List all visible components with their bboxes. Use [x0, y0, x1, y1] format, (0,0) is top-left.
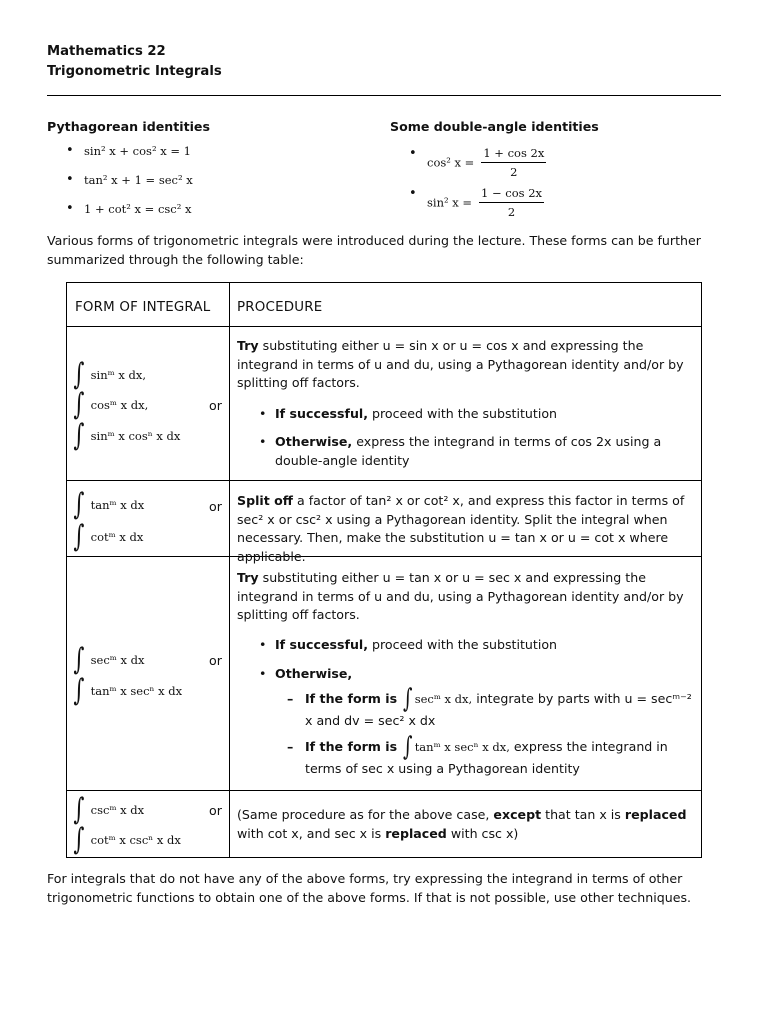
integral-sign: ∫ [73, 418, 85, 453]
row-divider [67, 326, 701, 327]
or-label: or [209, 803, 222, 818]
sub-item: – If the form is ∫ tanᵐ x secⁿ x dx, express the integrand in terms of sec x using a Pythagorean identity [285, 736, 695, 780]
integral-form: ∫ tanᵐ x secⁿ x dx [73, 673, 183, 708]
double-angle-list [409, 146, 546, 226]
intro-paragraph: Various forms of trigonometric integrals were introduced during the lecture. These forms can be further summarized through the following table: [47, 233, 701, 267]
integral-sign: ∫ [73, 387, 85, 422]
integral-form: ∫ secᵐ x dx [73, 642, 145, 677]
procedure-cell: Try substituting either u = sin x or u = cos x and expressing the integrand in terms of u and du, using a Pythagorean identity and/or by splitting off factors. • If successful, proceed with the substitution • Otherwise, express the integrand in terms of cos 2x using a double-angle identity [237, 337, 695, 470]
or-label: or [209, 398, 222, 413]
fraction: $\frac{1 - \cos 2x}{2}$ [481, 186, 543, 219]
header-rule [47, 95, 721, 96]
integral-form: ∫ cotᵐ x cscⁿ x dx [73, 822, 181, 857]
integral-sign: ∫ [73, 642, 85, 677]
pythagorean-list [66, 142, 193, 229]
topic-title: Trigonometric Integrals [47, 64, 222, 79]
document-header [47, 42, 222, 82]
outro-paragraph: For integrals that do not have any of the above forms, try expressing the integrand in terms of other trigonometric functions to obtain one of the above forms. If that is not possible, use other techniques. [47, 871, 692, 905]
course-title: Mathematics 22 [47, 44, 166, 59]
integral-form: ∫ sinᵐ x dx, [73, 357, 146, 392]
form-column-header: FORM OF INTEGRAL [75, 300, 211, 315]
integral-sign: ∫ [403, 732, 413, 762]
integral-sign: ∫ [73, 792, 85, 827]
integral-form: ∫ tanᵐ x dx [73, 487, 145, 522]
sub-item: – If the form is ∫ secᵐ x dx, integrate by parts with u = secᵐ⁻² x and dv = sec² x dx [285, 688, 695, 732]
integral-sign: ∫ [73, 357, 85, 392]
integral-form: ∫ cscᵐ x dx [73, 792, 145, 827]
integral-sign: ∫ [73, 487, 85, 522]
column-divider [229, 283, 230, 857]
pythagorean-heading: Pythagorean identities [47, 119, 210, 134]
double-angle-identity: • sin² x = $\frac{1 - \cos 2x}{2}$ [409, 186, 546, 226]
bullet-item: • If successful, proceed with the substitution [257, 636, 695, 655]
integral-sign: ∫ [73, 673, 85, 708]
row-divider [67, 790, 701, 791]
double-angle-identity: • cos² x = $\frac{1 + \cos 2x}{2}$ [409, 146, 546, 186]
or-label: or [209, 653, 222, 668]
bullet-item: • If successful, proceed with the substitution [257, 405, 695, 424]
procedure-cell: Split off a factor of tan² x or cot² x, and express this factor in terms of sec² x or csc² x using a Pythagorean identity. Split the integral when necessary. Then, make the substitution u = tan x or u = cot x where applicable. [237, 493, 685, 564]
integral-sign: ∫ [73, 822, 85, 857]
pythagorean-identity: • 1 + cot² x = csc² x [66, 200, 193, 229]
integral-form: ∫ cotᵐ x dx [73, 519, 144, 554]
or-label: or [209, 499, 222, 514]
integral-form: ∫ sinᵐ x cosⁿ x dx [73, 418, 181, 453]
procedure-cell: (Same procedure as for the above case, except that tan x is replaced with cot x, and sec x is replaced with csc x) [237, 807, 687, 841]
row-divider [67, 480, 701, 481]
pythagorean-identity: • sin² x + cos² x = 1 [66, 142, 193, 171]
integral-table [66, 282, 702, 858]
bullet-item: • Otherwise, [257, 665, 695, 684]
procedure-cell: Try substituting either u = tan x or u = sec x and expressing the integrand in terms of u and du, using a Pythagorean identity and/or by splitting off factors. • If successful, proceed with the substitution • Otherwise, – If the form is ∫ secᵐ x dx, integrate by parts with u = secᵐ⁻² x and dv = sec² x dx – If the form is ∫ tanᵐ x secⁿ x dx, express the integrand in terms of sec x using a Pythagorean identity [237, 569, 695, 780]
fraction: $\frac{1 + \cos 2x}{2}$ [483, 146, 545, 179]
double-angle-heading: Some double-angle identities [390, 119, 599, 134]
bullet-item: • Otherwise, express the integrand in terms of cos 2x using a double-angle identity [257, 433, 695, 470]
integral-sign: ∫ [73, 519, 85, 554]
pythagorean-identity: • tan² x + 1 = sec² x [66, 171, 193, 200]
procedure-column-header: PROCEDURE [237, 300, 323, 315]
integral-sign: ∫ [403, 684, 413, 714]
integral-form: ∫ cosᵐ x dx, [73, 387, 149, 422]
